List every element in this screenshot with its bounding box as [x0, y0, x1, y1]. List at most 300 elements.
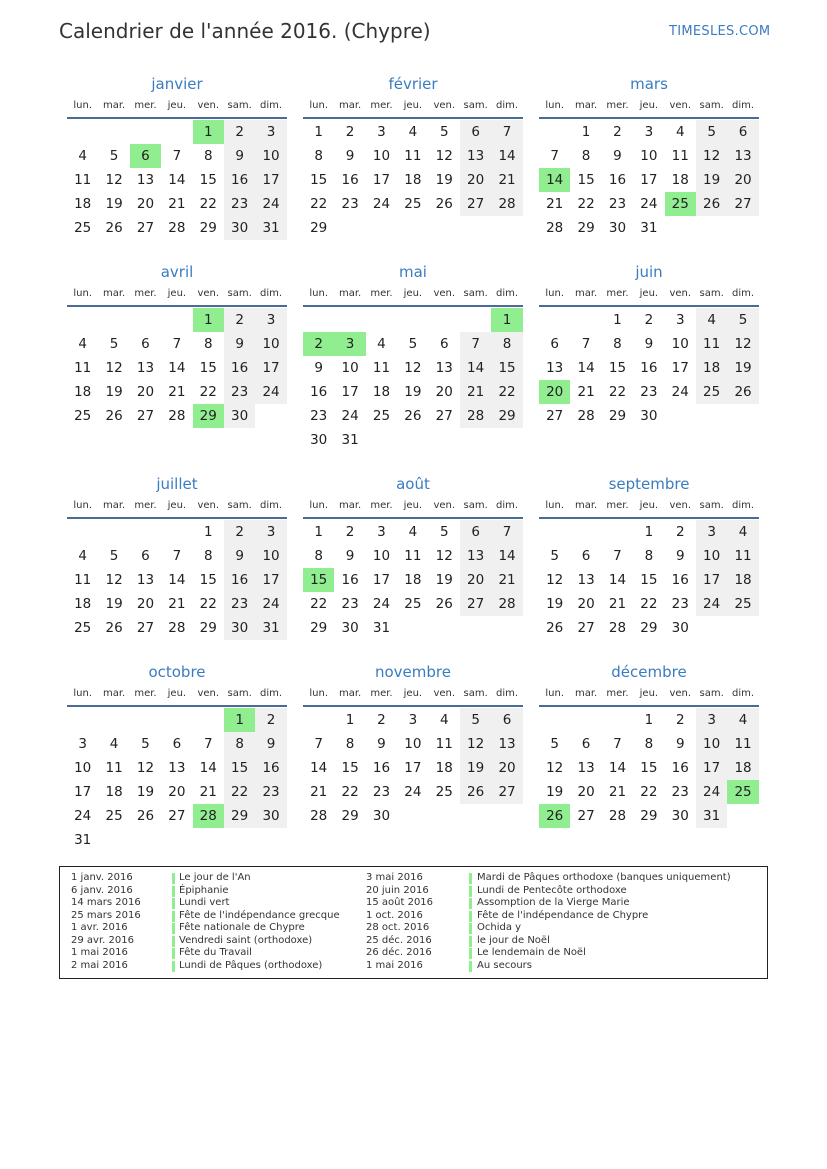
day-cell: 7	[460, 332, 491, 356]
day-cell: 2	[224, 120, 255, 144]
weekday-label: dim.	[496, 288, 519, 299]
day-cell: 9	[644, 336, 654, 352]
weekday-label: mar.	[338, 100, 362, 111]
day-cell: 3	[696, 520, 727, 544]
day-cell: 14	[310, 760, 328, 776]
empty-cell	[130, 308, 161, 332]
day-cell: 27	[136, 220, 155, 236]
day-cell: 22	[640, 596, 658, 612]
empty-cell	[366, 428, 397, 452]
day-cell: 7	[314, 736, 323, 752]
holiday-day-cell: 26	[539, 804, 570, 828]
empty-cell	[727, 404, 758, 428]
day-cell: 29	[608, 408, 627, 424]
day-cell: 10	[255, 544, 286, 568]
weekday-label: mer.	[134, 688, 157, 699]
weekday-label: jeu.	[167, 500, 187, 511]
day-cell: 28	[491, 192, 522, 216]
empty-cell	[397, 616, 428, 640]
legend-holiday-name: Fête de l'indépendance de Chypre	[477, 909, 649, 921]
day-cell: 13	[136, 172, 155, 188]
day-cell: 30	[608, 220, 627, 236]
empty-cell	[224, 828, 255, 852]
weekday-label: dim.	[260, 688, 283, 699]
day-cell: 3	[255, 520, 286, 544]
empty-cell	[255, 404, 286, 428]
day-cell: 16	[224, 356, 255, 380]
day-cell: 3	[255, 308, 286, 332]
page-title: Calendrier de l'année 2016. (Chypre)	[59, 19, 431, 43]
day-cell: 17	[341, 384, 359, 400]
day-cell: 17	[255, 568, 286, 592]
day-cell: 7	[172, 148, 182, 164]
day-cell: 24	[372, 196, 391, 212]
day-cell: 31	[74, 832, 92, 848]
weekday-label: jeu.	[167, 288, 187, 299]
day-cell: 14	[199, 760, 217, 776]
legend-holiday-name: Épiphanie	[179, 884, 229, 896]
day-cell: 24	[671, 384, 689, 400]
month-1	[303, 72, 523, 240]
day-cell: 5	[550, 736, 559, 752]
holiday-day-cell: 3	[334, 332, 365, 356]
day-cell: 30	[310, 432, 328, 448]
weekday-label: sam.	[463, 288, 488, 299]
day-cell: 26	[727, 380, 758, 404]
day-cell: 28	[608, 808, 627, 824]
day-cell: 9	[345, 548, 355, 564]
day-cell: 3	[408, 712, 418, 728]
day-cell: 30	[224, 404, 255, 428]
weekday-header	[539, 284, 759, 307]
weekday-label: jeu.	[167, 688, 187, 699]
day-cell: 4	[696, 308, 727, 332]
empty-cell	[161, 828, 192, 852]
legend-holiday-name: Fête de l'indépendance grecque	[179, 909, 340, 921]
weekday-label: ven.	[433, 688, 456, 699]
day-cell: 8	[345, 736, 355, 752]
weekday-label: mar.	[102, 100, 126, 111]
day-cell: 30	[224, 616, 255, 640]
day-cell: 29	[491, 404, 522, 428]
day-cell: 27	[577, 620, 595, 636]
day-grid	[303, 520, 523, 640]
day-cell: 18	[74, 596, 92, 612]
day-cell: 2	[675, 524, 685, 540]
empty-cell	[161, 708, 192, 732]
legend-marker	[172, 873, 175, 884]
weekday-header	[303, 96, 523, 119]
day-cell: 23	[310, 408, 328, 424]
month-name: mars	[630, 75, 668, 93]
day-cell: 29	[640, 620, 658, 636]
day-cell: 4	[109, 736, 119, 752]
day-cell: 12	[105, 360, 123, 376]
weekday-label: mer.	[134, 100, 157, 111]
day-cell: 27	[546, 408, 564, 424]
weekday-label: lun.	[73, 100, 93, 111]
day-cell: 26	[404, 408, 422, 424]
weekday-header	[67, 96, 287, 119]
day-grid	[67, 120, 287, 240]
day-cell: 16	[640, 360, 658, 376]
weekday-label: mer.	[606, 100, 629, 111]
day-cell: 13	[460, 144, 491, 168]
day-cell: 20	[136, 596, 155, 612]
day-cell: 3	[644, 124, 654, 140]
weekday-label: mer.	[370, 288, 393, 299]
empty-cell	[67, 520, 98, 544]
day-cell: 15	[199, 572, 217, 588]
day-cell: 4	[675, 124, 685, 140]
day-cell: 12	[435, 548, 453, 564]
day-cell: 25	[404, 596, 422, 612]
empty-cell	[366, 216, 397, 240]
day-cell: 24	[696, 780, 727, 804]
month-name: novembre	[375, 663, 451, 681]
day-cell: 19	[460, 756, 491, 780]
day-cell: 2	[613, 124, 622, 140]
day-cell: 17	[696, 568, 727, 592]
day-cell: 14	[168, 572, 186, 588]
day-cell: 4	[78, 148, 87, 164]
day-cell: 27	[577, 808, 595, 824]
weekday-label: dim.	[732, 288, 755, 299]
legend-marker	[469, 923, 472, 934]
legend-date: 14 mars 2016	[71, 897, 141, 908]
day-cell: 12	[696, 144, 727, 168]
empty-cell	[429, 428, 460, 452]
day-cell: 24	[372, 596, 391, 612]
empty-cell	[366, 308, 397, 332]
day-cell: 10	[372, 548, 391, 564]
day-cell: 6	[581, 548, 591, 564]
legend-holiday-name: Fête du Travail	[179, 947, 252, 958]
day-cell: 17	[671, 360, 689, 376]
legend-date: 15 août 2016	[366, 897, 434, 908]
day-cell: 13	[136, 572, 155, 588]
weekday-label: mer.	[370, 688, 393, 699]
day-cell: 2	[644, 312, 654, 328]
empty-cell	[98, 708, 129, 732]
empty-cell	[303, 708, 334, 732]
day-grid	[67, 308, 287, 428]
weekday-label: jeu.	[639, 688, 659, 699]
day-cell: 4	[408, 124, 418, 140]
day-cell: 28	[491, 592, 522, 616]
day-cell: 22	[491, 380, 522, 404]
day-cell: 25	[696, 380, 727, 404]
day-cell: 11	[404, 548, 422, 564]
legend-holiday-name: Lundi de Pentecôte orthodoxe	[477, 884, 627, 896]
weekday-label: ven.	[669, 500, 692, 511]
day-grid	[539, 308, 759, 428]
empty-cell	[429, 308, 460, 332]
day-cell: 1	[644, 712, 654, 728]
day-cell: 31	[255, 616, 286, 640]
month-6	[67, 472, 287, 640]
day-cell: 6	[141, 336, 150, 352]
day-cell: 26	[460, 780, 491, 804]
month-name: décembre	[611, 663, 687, 681]
empty-cell	[727, 216, 758, 240]
day-cell: 21	[310, 784, 328, 800]
day-cell: 15	[310, 172, 328, 188]
legend-holiday-name: le jour de Noël	[477, 934, 550, 946]
day-cell: 10	[404, 736, 422, 752]
brand-link[interactable]: TIMESLES.COM	[669, 24, 771, 39]
day-cell: 28	[460, 404, 491, 428]
day-cell: 21	[491, 568, 522, 592]
weekday-label: lun.	[309, 288, 329, 299]
day-cell: 1	[314, 524, 323, 540]
empty-cell	[727, 804, 758, 828]
day-cell: 5	[727, 308, 758, 332]
month-name: février	[388, 75, 438, 93]
day-cell: 8	[644, 736, 654, 752]
weekday-label: lun.	[73, 688, 93, 699]
weekday-label: dim.	[496, 688, 519, 699]
day-cell: 8	[314, 548, 323, 564]
day-cell: 14	[577, 360, 595, 376]
weekday-label: mar.	[574, 688, 598, 699]
weekday-label: sam.	[699, 500, 724, 511]
empty-cell	[429, 804, 460, 828]
day-cell: 15	[491, 356, 522, 380]
month-name: juin	[635, 263, 663, 281]
empty-cell	[570, 708, 601, 732]
weekday-label: ven.	[197, 688, 220, 699]
day-cell: 7	[203, 736, 213, 752]
day-cell: 15	[341, 760, 359, 776]
day-cell: 23	[224, 592, 255, 616]
empty-cell	[193, 828, 224, 852]
day-cell: 21	[168, 596, 186, 612]
day-cell: 19	[727, 356, 758, 380]
day-cell: 17	[74, 784, 92, 800]
empty-cell	[161, 520, 192, 544]
day-cell: 13	[577, 572, 595, 588]
empty-cell	[539, 120, 570, 144]
day-cell: 18	[696, 356, 727, 380]
day-cell: 2	[345, 124, 355, 140]
day-cell: 19	[136, 784, 155, 800]
day-cell: 27	[491, 780, 522, 804]
day-cell: 27	[460, 192, 491, 216]
day-cell: 2	[377, 712, 386, 728]
day-cell: 2	[675, 712, 685, 728]
weekday-label: mar.	[338, 288, 362, 299]
empty-cell	[334, 216, 365, 240]
day-cell: 25	[727, 592, 758, 616]
day-grid	[67, 520, 287, 640]
day-cell: 29	[310, 220, 328, 236]
day-cell: 1	[613, 312, 622, 328]
day-grid	[303, 308, 523, 452]
day-cell: 15	[199, 360, 217, 376]
day-cell: 29	[224, 804, 255, 828]
day-cell: 16	[671, 760, 689, 776]
empty-cell	[303, 308, 334, 332]
day-cell: 22	[199, 384, 217, 400]
day-cell: 12	[546, 760, 564, 776]
day-cell: 17	[372, 172, 391, 188]
legend-date: 28 oct. 2016	[366, 922, 430, 933]
weekday-header	[539, 496, 759, 519]
day-cell: 11	[404, 148, 422, 164]
day-cell: 29	[640, 808, 658, 824]
empty-cell	[460, 616, 491, 640]
day-cell: 15	[224, 756, 255, 780]
weekday-label: dim.	[732, 100, 755, 111]
day-cell: 5	[460, 708, 491, 732]
day-cell: 27	[136, 408, 155, 424]
day-cell: 9	[224, 144, 255, 168]
day-cell: 8	[491, 332, 522, 356]
weekday-header	[539, 96, 759, 119]
empty-cell	[491, 216, 522, 240]
day-cell: 24	[255, 380, 286, 404]
empty-cell	[696, 216, 727, 240]
legend-date: 2 mai 2016	[71, 959, 128, 971]
day-cell: 30	[640, 408, 658, 424]
holiday-day-cell: 2	[303, 332, 334, 356]
weekday-label: mar.	[102, 688, 126, 699]
legend-date: 26 déc. 2016	[366, 947, 432, 958]
day-cell: 25	[372, 408, 391, 424]
day-cell: 28	[546, 220, 564, 236]
day-cell: 12	[435, 148, 453, 164]
empty-cell	[665, 216, 696, 240]
day-cell: 19	[435, 172, 453, 188]
empty-cell	[98, 520, 129, 544]
weekday-label: dim.	[260, 500, 283, 511]
day-cell: 12	[136, 760, 155, 776]
day-cell: 5	[550, 548, 559, 564]
day-cell: 12	[105, 572, 123, 588]
day-cell: 9	[314, 360, 323, 376]
day-cell: 11	[74, 572, 92, 588]
day-cell: 30	[671, 808, 689, 824]
day-cell: 21	[199, 784, 217, 800]
day-cell: 9	[613, 148, 622, 164]
empty-cell	[665, 404, 696, 428]
day-cell: 5	[408, 336, 418, 352]
month-4	[303, 260, 523, 452]
weekday-label: sam.	[699, 288, 724, 299]
day-cell: 21	[577, 384, 595, 400]
day-cell: 29	[199, 620, 217, 636]
day-cell: 24	[404, 784, 422, 800]
weekday-header	[539, 684, 759, 707]
month-7	[303, 472, 523, 640]
legend-date: 20 juin 2016	[366, 884, 429, 896]
day-cell: 4	[727, 708, 758, 732]
day-cell: 31	[696, 804, 727, 828]
legend-holiday-name: Le jour de l'An	[179, 872, 251, 883]
legend-marker	[172, 936, 175, 947]
day-cell: 22	[199, 196, 217, 212]
day-cell: 13	[435, 360, 453, 376]
day-cell: 17	[404, 760, 422, 776]
holiday-day-cell: 1	[491, 308, 522, 332]
day-cell: 23	[224, 380, 255, 404]
weekday-label: ven.	[197, 500, 220, 511]
weekday-label: jeu.	[403, 288, 423, 299]
day-cell: 19	[404, 384, 422, 400]
day-cell: 1	[345, 712, 355, 728]
empty-cell	[570, 308, 601, 332]
day-cell: 23	[608, 196, 627, 212]
day-cell: 28	[168, 220, 186, 236]
day-cell: 25	[74, 220, 92, 236]
empty-cell	[539, 708, 570, 732]
day-cell: 20	[577, 596, 595, 612]
day-cell: 21	[608, 596, 627, 612]
weekday-label: mar.	[338, 500, 362, 511]
weekday-label: dim.	[496, 500, 519, 511]
day-cell: 23	[255, 780, 286, 804]
day-cell: 23	[341, 596, 359, 612]
day-cell: 6	[727, 120, 758, 144]
holiday-day-cell: 25	[665, 192, 696, 216]
day-cell: 17	[696, 756, 727, 780]
day-cell: 16	[224, 568, 255, 592]
day-cell: 20	[491, 756, 522, 780]
legend-holiday-name: Vendredi saint (orthodoxe)	[179, 934, 313, 946]
day-cell: 16	[310, 384, 328, 400]
day-cell: 18	[404, 172, 422, 188]
weekday-label: lun.	[545, 288, 565, 299]
day-cell: 5	[439, 124, 449, 140]
weekday-label: sam.	[227, 688, 252, 699]
empty-cell	[193, 708, 224, 732]
empty-cell	[539, 308, 570, 332]
day-cell: 10	[74, 760, 92, 776]
holiday-day-cell: 29	[193, 404, 224, 428]
day-cell: 19	[105, 196, 123, 212]
day-cell: 18	[74, 196, 92, 212]
day-cell: 17	[255, 356, 286, 380]
legend-holiday-name: Lundi de Pâques (orthodoxe)	[179, 959, 323, 971]
holiday-day-cell: 15	[303, 568, 334, 592]
legend-marker	[172, 886, 175, 897]
weekday-header	[67, 496, 287, 519]
legend-date: 29 avr. 2016	[71, 934, 134, 946]
day-cell: 7	[491, 120, 522, 144]
day-cell: 22	[640, 784, 658, 800]
legend-date: 1 avr. 2016	[71, 922, 128, 933]
empty-cell	[460, 216, 491, 240]
day-cell: 15	[608, 360, 627, 376]
day-cell: 12	[727, 332, 758, 356]
day-cell: 15	[199, 172, 217, 188]
day-cell: 26	[546, 620, 564, 636]
day-cell: 18	[372, 384, 391, 400]
empty-cell	[397, 308, 428, 332]
legend-holiday-name: Assomption de la Vierge Marie	[477, 897, 630, 908]
day-cell: 24	[696, 592, 727, 616]
day-cell: 2	[255, 708, 286, 732]
day-cell: 12	[404, 360, 422, 376]
legend-marker	[469, 961, 472, 972]
weekday-label: ven.	[669, 100, 692, 111]
empty-cell	[727, 616, 758, 640]
month-2	[539, 72, 759, 240]
weekday-label: mar.	[574, 288, 598, 299]
day-cell: 14	[608, 760, 627, 776]
empty-cell	[67, 708, 98, 732]
